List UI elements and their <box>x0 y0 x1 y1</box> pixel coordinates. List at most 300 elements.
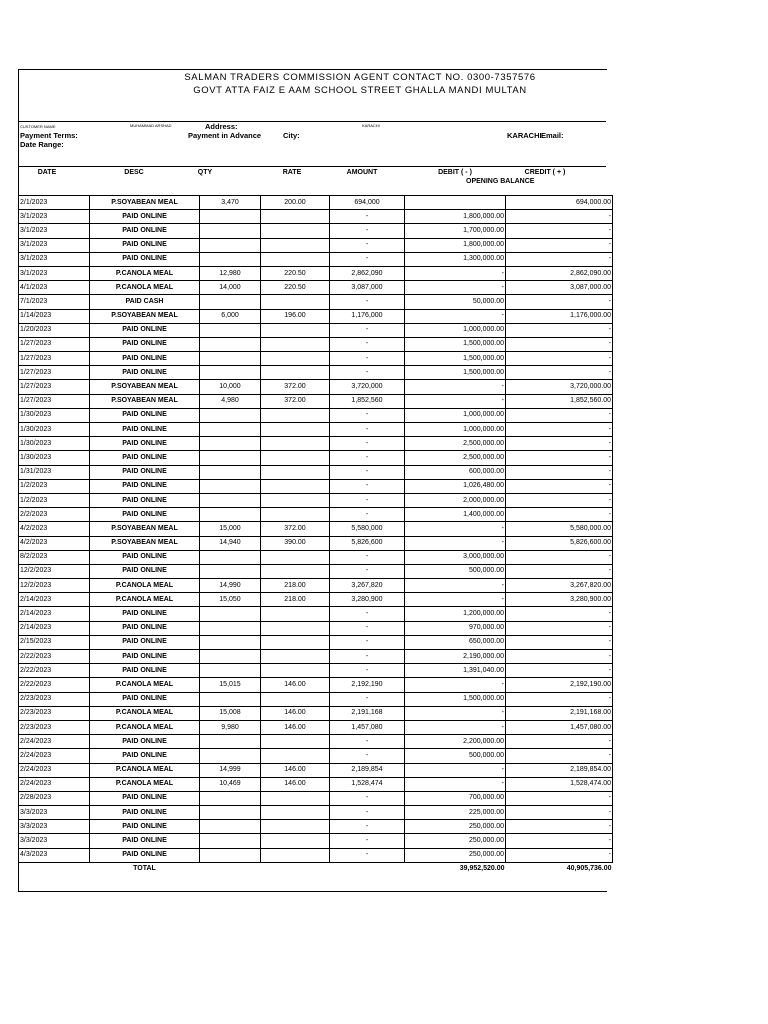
cell-date: 2/24/2023 <box>19 763 90 777</box>
cell-debit: 250,000.00 <box>405 834 506 848</box>
cell-credit: - <box>506 437 613 451</box>
table-row <box>19 394 613 408</box>
table-row <box>19 522 613 536</box>
table-row <box>19 508 613 522</box>
cell-desc: PAID ONLINE <box>90 508 200 522</box>
cell-qty: 14,999 <box>200 763 261 777</box>
cell-amount: 5,580,000 <box>330 522 405 536</box>
cell-rate <box>261 238 330 252</box>
cell-date: 2/24/2023 <box>19 777 90 791</box>
cell-desc: PAID CASH <box>90 295 200 309</box>
cell-date: 2/15/2023 <box>19 635 90 649</box>
table-row <box>19 635 613 649</box>
cell-credit: 2,862,090.00 <box>506 266 613 280</box>
total-spacer <box>19 862 90 875</box>
cell-rate <box>261 437 330 451</box>
cell-rate <box>261 337 330 351</box>
table-row <box>19 806 613 820</box>
cell-qty <box>200 820 261 834</box>
cell-credit: - <box>506 295 613 309</box>
col-header-date: DATE <box>37 169 57 176</box>
cell-date: 1/2/2023 <box>19 493 90 507</box>
cell-rate: 196.00 <box>261 309 330 323</box>
cell-date: 1/27/2023 <box>19 337 90 351</box>
payment-terms-value: Payment in Advance <box>188 131 262 140</box>
cell-debit <box>405 196 506 210</box>
cell-amount: 3,087,000 <box>330 281 405 295</box>
cell-amount: - <box>330 366 405 380</box>
cell-debit: 2,500,000.00 <box>405 437 506 451</box>
cell-rate <box>261 408 330 422</box>
cell-qty <box>200 224 261 238</box>
cell-date: 1/14/2023 <box>19 309 90 323</box>
cell-date: 1/30/2023 <box>19 423 90 437</box>
table-row <box>19 692 613 706</box>
total-spacer <box>200 862 261 875</box>
total-debit: 39,952,520.00 <box>459 864 505 872</box>
cell-desc: PAID ONLINE <box>90 834 200 848</box>
cell-credit: - <box>506 692 613 706</box>
cell-desc: PAID ONLINE <box>90 238 200 252</box>
cell-amount: - <box>330 465 405 479</box>
cell-date: 4/2/2023 <box>19 522 90 536</box>
cell-rate: 200.00 <box>261 196 330 210</box>
cell-qty <box>200 621 261 635</box>
cell-date: 1/30/2023 <box>19 437 90 451</box>
cell-date: 3/1/2023 <box>19 266 90 280</box>
col-header-qty: QTY <box>197 169 213 176</box>
cell-qty: 15,050 <box>200 593 261 607</box>
cell-qty <box>200 848 261 862</box>
cell-desc: PAID ONLINE <box>90 820 200 834</box>
cell-rate: 218.00 <box>261 579 330 593</box>
table-row <box>19 352 613 366</box>
cell-credit: 1,528,474.00 <box>506 777 613 791</box>
cell-rate <box>261 423 330 437</box>
cell-rate: 220.50 <box>261 281 330 295</box>
table-row <box>19 281 613 295</box>
table-row <box>19 423 613 437</box>
cell-credit: 5,580,000.00 <box>506 522 613 536</box>
cell-desc: P.CANOLA MEAL <box>90 266 200 280</box>
cell-rate <box>261 806 330 820</box>
cell-date: 2/28/2023 <box>19 791 90 805</box>
cell-amount: - <box>330 323 405 337</box>
cell-desc: P.SOYABEAN MEAL <box>90 196 200 210</box>
cell-desc: PAID ONLINE <box>90 493 200 507</box>
cell-amount: - <box>330 252 405 266</box>
cell-date: 7/1/2023 <box>19 295 90 309</box>
total-spacer <box>261 862 330 875</box>
table-row <box>19 749 613 763</box>
email-label: Email: <box>541 131 564 140</box>
cell-debit: - <box>405 281 506 295</box>
customer-name-label: CUSTOMER NAME <box>20 124 56 129</box>
total-row <box>19 862 613 875</box>
cell-date: 2/22/2023 <box>19 650 90 664</box>
cell-amount: - <box>330 550 405 564</box>
cell-amount: 2,192,190 <box>330 678 405 692</box>
cell-qty <box>200 650 261 664</box>
cell-desc: P.SOYABEAN MEAL <box>90 536 200 550</box>
table-row <box>19 564 613 578</box>
cell-credit: - <box>506 749 613 763</box>
cell-qty <box>200 210 261 224</box>
cell-debit: - <box>405 593 506 607</box>
cell-amount: 5,826,600 <box>330 536 405 550</box>
table-row <box>19 437 613 451</box>
cell-amount: - <box>330 848 405 862</box>
cell-qty <box>200 238 261 252</box>
cell-debit: 250,000.00 <box>405 848 506 862</box>
cell-rate <box>261 479 330 493</box>
cell-credit: 3,267,820.00 <box>506 579 613 593</box>
cell-credit: - <box>506 224 613 238</box>
cell-credit: 2,191,168.00 <box>506 706 613 720</box>
cell-rate <box>261 451 330 465</box>
cell-debit: 1,500,000.00 <box>405 337 506 351</box>
table-row <box>19 295 613 309</box>
cell-date: 3/3/2023 <box>19 806 90 820</box>
cell-debit: 700,000.00 <box>405 791 506 805</box>
cell-debit: 1,391,040.00 <box>405 664 506 678</box>
col-header-credit: CREDIT ( + ) <box>524 169 566 176</box>
cell-credit: - <box>506 493 613 507</box>
cell-date: 1/27/2023 <box>19 380 90 394</box>
cell-rate <box>261 650 330 664</box>
cell-amount: - <box>330 479 405 493</box>
table-row <box>19 720 613 734</box>
cell-debit: 500,000.00 <box>405 564 506 578</box>
cell-desc: PAID ONLINE <box>90 621 200 635</box>
cell-desc: PAID ONLINE <box>90 210 200 224</box>
cell-qty: 4,980 <box>200 394 261 408</box>
cell-credit: - <box>506 621 613 635</box>
cell-qty: 14,940 <box>200 536 261 550</box>
cell-rate <box>261 848 330 862</box>
cell-date: 2/2/2023 <box>19 508 90 522</box>
cell-amount: - <box>330 295 405 309</box>
table-row <box>19 366 613 380</box>
cell-qty <box>200 337 261 351</box>
cell-rate <box>261 295 330 309</box>
cell-date: 1/20/2023 <box>19 323 90 337</box>
divider <box>18 166 606 167</box>
cell-desc: PAID ONLINE <box>90 749 200 763</box>
cell-date: 2/23/2023 <box>19 720 90 734</box>
cell-rate: 220.50 <box>261 266 330 280</box>
cell-credit: - <box>506 423 613 437</box>
cell-qty <box>200 635 261 649</box>
table-row <box>19 479 613 493</box>
cell-credit: 3,720,000.00 <box>506 380 613 394</box>
cell-rate: 372.00 <box>261 380 330 394</box>
cell-rate <box>261 635 330 649</box>
cell-rate: 146.00 <box>261 763 330 777</box>
cell-amount: - <box>330 735 405 749</box>
table-row <box>19 536 613 550</box>
cell-date: 3/1/2023 <box>19 210 90 224</box>
cell-date: 2/22/2023 <box>19 664 90 678</box>
cell-rate: 146.00 <box>261 706 330 720</box>
table-row <box>19 323 613 337</box>
cell-debit: - <box>405 266 506 280</box>
cell-desc: P.CANOLA MEAL <box>90 763 200 777</box>
cell-date: 2/14/2023 <box>19 621 90 635</box>
cell-rate <box>261 508 330 522</box>
cell-amount: 1,457,080 <box>330 720 405 734</box>
cell-amount: - <box>330 834 405 848</box>
cell-credit: - <box>506 508 613 522</box>
cell-debit: - <box>405 720 506 734</box>
cell-qty: 3,470 <box>200 196 261 210</box>
cell-credit: - <box>506 834 613 848</box>
table-row <box>19 465 613 479</box>
cell-debit: 2,500,000.00 <box>405 451 506 465</box>
cell-desc: PAID ONLINE <box>90 650 200 664</box>
cell-debit: 1,026,480.00 <box>405 479 506 493</box>
cell-amount: - <box>330 210 405 224</box>
cell-date: 8/2/2023 <box>19 550 90 564</box>
table-row <box>19 309 613 323</box>
cell-rate <box>261 323 330 337</box>
cell-debit: - <box>405 522 506 536</box>
cell-credit: 2,192,190.00 <box>506 678 613 692</box>
date-range-label: Date Range: <box>20 140 64 149</box>
cell-amount: - <box>330 806 405 820</box>
cell-desc: PAID ONLINE <box>90 607 200 621</box>
table-row <box>19 735 613 749</box>
total-label: TOTAL <box>133 864 156 872</box>
cell-date: 2/1/2023 <box>19 196 90 210</box>
table-row <box>19 791 613 805</box>
cell-desc: P.CANOLA MEAL <box>90 281 200 295</box>
cell-desc: P.CANOLA MEAL <box>90 593 200 607</box>
cell-rate <box>261 210 330 224</box>
customer-name-value: MUHAMMAD ARSHAD <box>130 123 172 128</box>
cell-amount: - <box>330 621 405 635</box>
cell-credit: - <box>506 820 613 834</box>
cell-amount: - <box>330 635 405 649</box>
cell-date: 2/24/2023 <box>19 749 90 763</box>
cell-credit: - <box>506 791 613 805</box>
cell-debit: 600,000.00 <box>405 465 506 479</box>
cell-amount: 1,528,474 <box>330 777 405 791</box>
payment-terms-label: Payment Terms: <box>20 131 78 140</box>
cell-qty <box>200 664 261 678</box>
cell-debit: - <box>405 706 506 720</box>
cell-debit: 250,000.00 <box>405 820 506 834</box>
cell-desc: P.SOYABEAN MEAL <box>90 522 200 536</box>
cell-credit: - <box>506 352 613 366</box>
table-row <box>19 451 613 465</box>
cell-amount: - <box>330 749 405 763</box>
cell-rate <box>261 834 330 848</box>
cell-amount: 3,720,000 <box>330 380 405 394</box>
cell-debit: 2,200,000.00 <box>405 735 506 749</box>
cell-rate: 218.00 <box>261 593 330 607</box>
cell-qty <box>200 607 261 621</box>
table-row <box>19 210 613 224</box>
cell-qty <box>200 806 261 820</box>
cell-credit: - <box>506 465 613 479</box>
cell-desc: PAID ONLINE <box>90 635 200 649</box>
cell-qty: 10,000 <box>200 380 261 394</box>
cell-rate <box>261 224 330 238</box>
table-row <box>19 224 613 238</box>
cell-credit: 1,852,560.00 <box>506 394 613 408</box>
table-row <box>19 650 613 664</box>
cell-credit: - <box>506 564 613 578</box>
cell-rate <box>261 607 330 621</box>
cell-credit: - <box>506 238 613 252</box>
cell-debit: 1,200,000.00 <box>405 607 506 621</box>
cell-debit: - <box>405 678 506 692</box>
table-row <box>19 380 613 394</box>
table-row <box>19 550 613 564</box>
cell-date: 4/2/2023 <box>19 536 90 550</box>
cell-desc: P.CANOLA MEAL <box>90 579 200 593</box>
cell-amount: - <box>330 337 405 351</box>
cell-qty <box>200 451 261 465</box>
cell-qty <box>200 323 261 337</box>
cell-debit: 3,000,000.00 <box>405 550 506 564</box>
cell-qty <box>200 692 261 706</box>
cell-rate: 146.00 <box>261 777 330 791</box>
cell-date: 2/22/2023 <box>19 678 90 692</box>
cell-qty <box>200 437 261 451</box>
cell-amount: 2,191,168 <box>330 706 405 720</box>
cell-amount: - <box>330 224 405 238</box>
cell-rate: 372.00 <box>261 394 330 408</box>
cell-debit: - <box>405 777 506 791</box>
col-header-amount: AMOUNT <box>346 169 378 176</box>
cell-desc: PAID ONLINE <box>90 437 200 451</box>
cell-rate: 146.00 <box>261 678 330 692</box>
table-row <box>19 820 613 834</box>
cell-date: 2/14/2023 <box>19 607 90 621</box>
cell-amount: - <box>330 692 405 706</box>
table-row <box>19 579 613 593</box>
cell-debit: 1,300,000.00 <box>405 252 506 266</box>
cell-credit: - <box>506 408 613 422</box>
cell-amount: - <box>330 508 405 522</box>
city-value: KARACHI <box>507 131 542 140</box>
cell-amount: - <box>330 238 405 252</box>
cell-rate <box>261 749 330 763</box>
cell-desc: PAID ONLINE <box>90 423 200 437</box>
cell-qty: 15,015 <box>200 678 261 692</box>
cell-desc: P.SOYABEAN MEAL <box>90 380 200 394</box>
cell-desc: PAID ONLINE <box>90 323 200 337</box>
cell-date: 2/24/2023 <box>19 735 90 749</box>
cell-qty: 15,008 <box>200 706 261 720</box>
cell-qty: 12,980 <box>200 266 261 280</box>
cell-debit: 1,500,000.00 <box>405 366 506 380</box>
cell-date: 1/2/2023 <box>19 479 90 493</box>
cell-date: 1/30/2023 <box>19 451 90 465</box>
cell-amount: - <box>330 408 405 422</box>
cell-qty <box>200 749 261 763</box>
cell-credit: - <box>506 323 613 337</box>
cell-qty <box>200 295 261 309</box>
table-row <box>19 706 613 720</box>
cell-rate <box>261 621 330 635</box>
cell-credit: - <box>506 806 613 820</box>
cell-date: 2/14/2023 <box>19 593 90 607</box>
cell-debit: 650,000.00 <box>405 635 506 649</box>
table-row <box>19 607 613 621</box>
cell-credit: - <box>506 607 613 621</box>
cell-credit: - <box>506 337 613 351</box>
address-label: Address: <box>205 122 238 131</box>
cell-amount: 694,000 <box>330 196 405 210</box>
cell-qty <box>200 252 261 266</box>
cell-rate <box>261 366 330 380</box>
cell-desc: PAID ONLINE <box>90 352 200 366</box>
table-row <box>19 266 613 280</box>
cell-rate <box>261 735 330 749</box>
cell-desc: PAID ONLINE <box>90 337 200 351</box>
cell-debit: 1,000,000.00 <box>405 423 506 437</box>
table-row <box>19 763 613 777</box>
cell-credit: - <box>506 366 613 380</box>
cell-rate: 372.00 <box>261 522 330 536</box>
cell-date: 12/2/2023 <box>19 579 90 593</box>
cell-credit: - <box>506 848 613 862</box>
cell-rate <box>261 252 330 266</box>
cell-date: 3/3/2023 <box>19 820 90 834</box>
cell-desc: PAID ONLINE <box>90 465 200 479</box>
cell-debit: 1,800,000.00 <box>405 238 506 252</box>
cell-debit: - <box>405 579 506 593</box>
cell-date: 2/23/2023 <box>19 692 90 706</box>
table-row <box>19 408 613 422</box>
cell-amount: - <box>330 650 405 664</box>
cell-debit: 2,000,000.00 <box>405 493 506 507</box>
cell-rate <box>261 564 330 578</box>
cell-credit: - <box>506 210 613 224</box>
cell-amount: - <box>330 451 405 465</box>
table-row <box>19 593 613 607</box>
cell-debit: 1,000,000.00 <box>405 408 506 422</box>
cell-debit: 1,000,000.00 <box>405 323 506 337</box>
cell-amount: - <box>330 564 405 578</box>
cell-qty <box>200 564 261 578</box>
cell-qty <box>200 408 261 422</box>
cell-credit: 5,826,600.00 <box>506 536 613 550</box>
cell-desc: PAID ONLINE <box>90 550 200 564</box>
cell-amount: 1,176,000 <box>330 309 405 323</box>
cell-desc: P.SOYABEAN MEAL <box>90 309 200 323</box>
cell-date: 4/3/2023 <box>19 848 90 862</box>
cell-qty <box>200 479 261 493</box>
cell-qty <box>200 735 261 749</box>
cell-credit: 1,176,000.00 <box>506 309 613 323</box>
cell-rate <box>261 820 330 834</box>
cell-amount: - <box>330 423 405 437</box>
cell-debit: - <box>405 536 506 550</box>
cell-amount: 3,280,900 <box>330 593 405 607</box>
cell-date: 1/27/2023 <box>19 352 90 366</box>
cell-date: 4/1/2023 <box>19 281 90 295</box>
cell-debit: - <box>405 394 506 408</box>
table-row <box>19 621 613 635</box>
cell-amount: 3,267,820 <box>330 579 405 593</box>
cell-debit: 1,500,000.00 <box>405 352 506 366</box>
cell-desc: PAID ONLINE <box>90 806 200 820</box>
table-row <box>19 834 613 848</box>
